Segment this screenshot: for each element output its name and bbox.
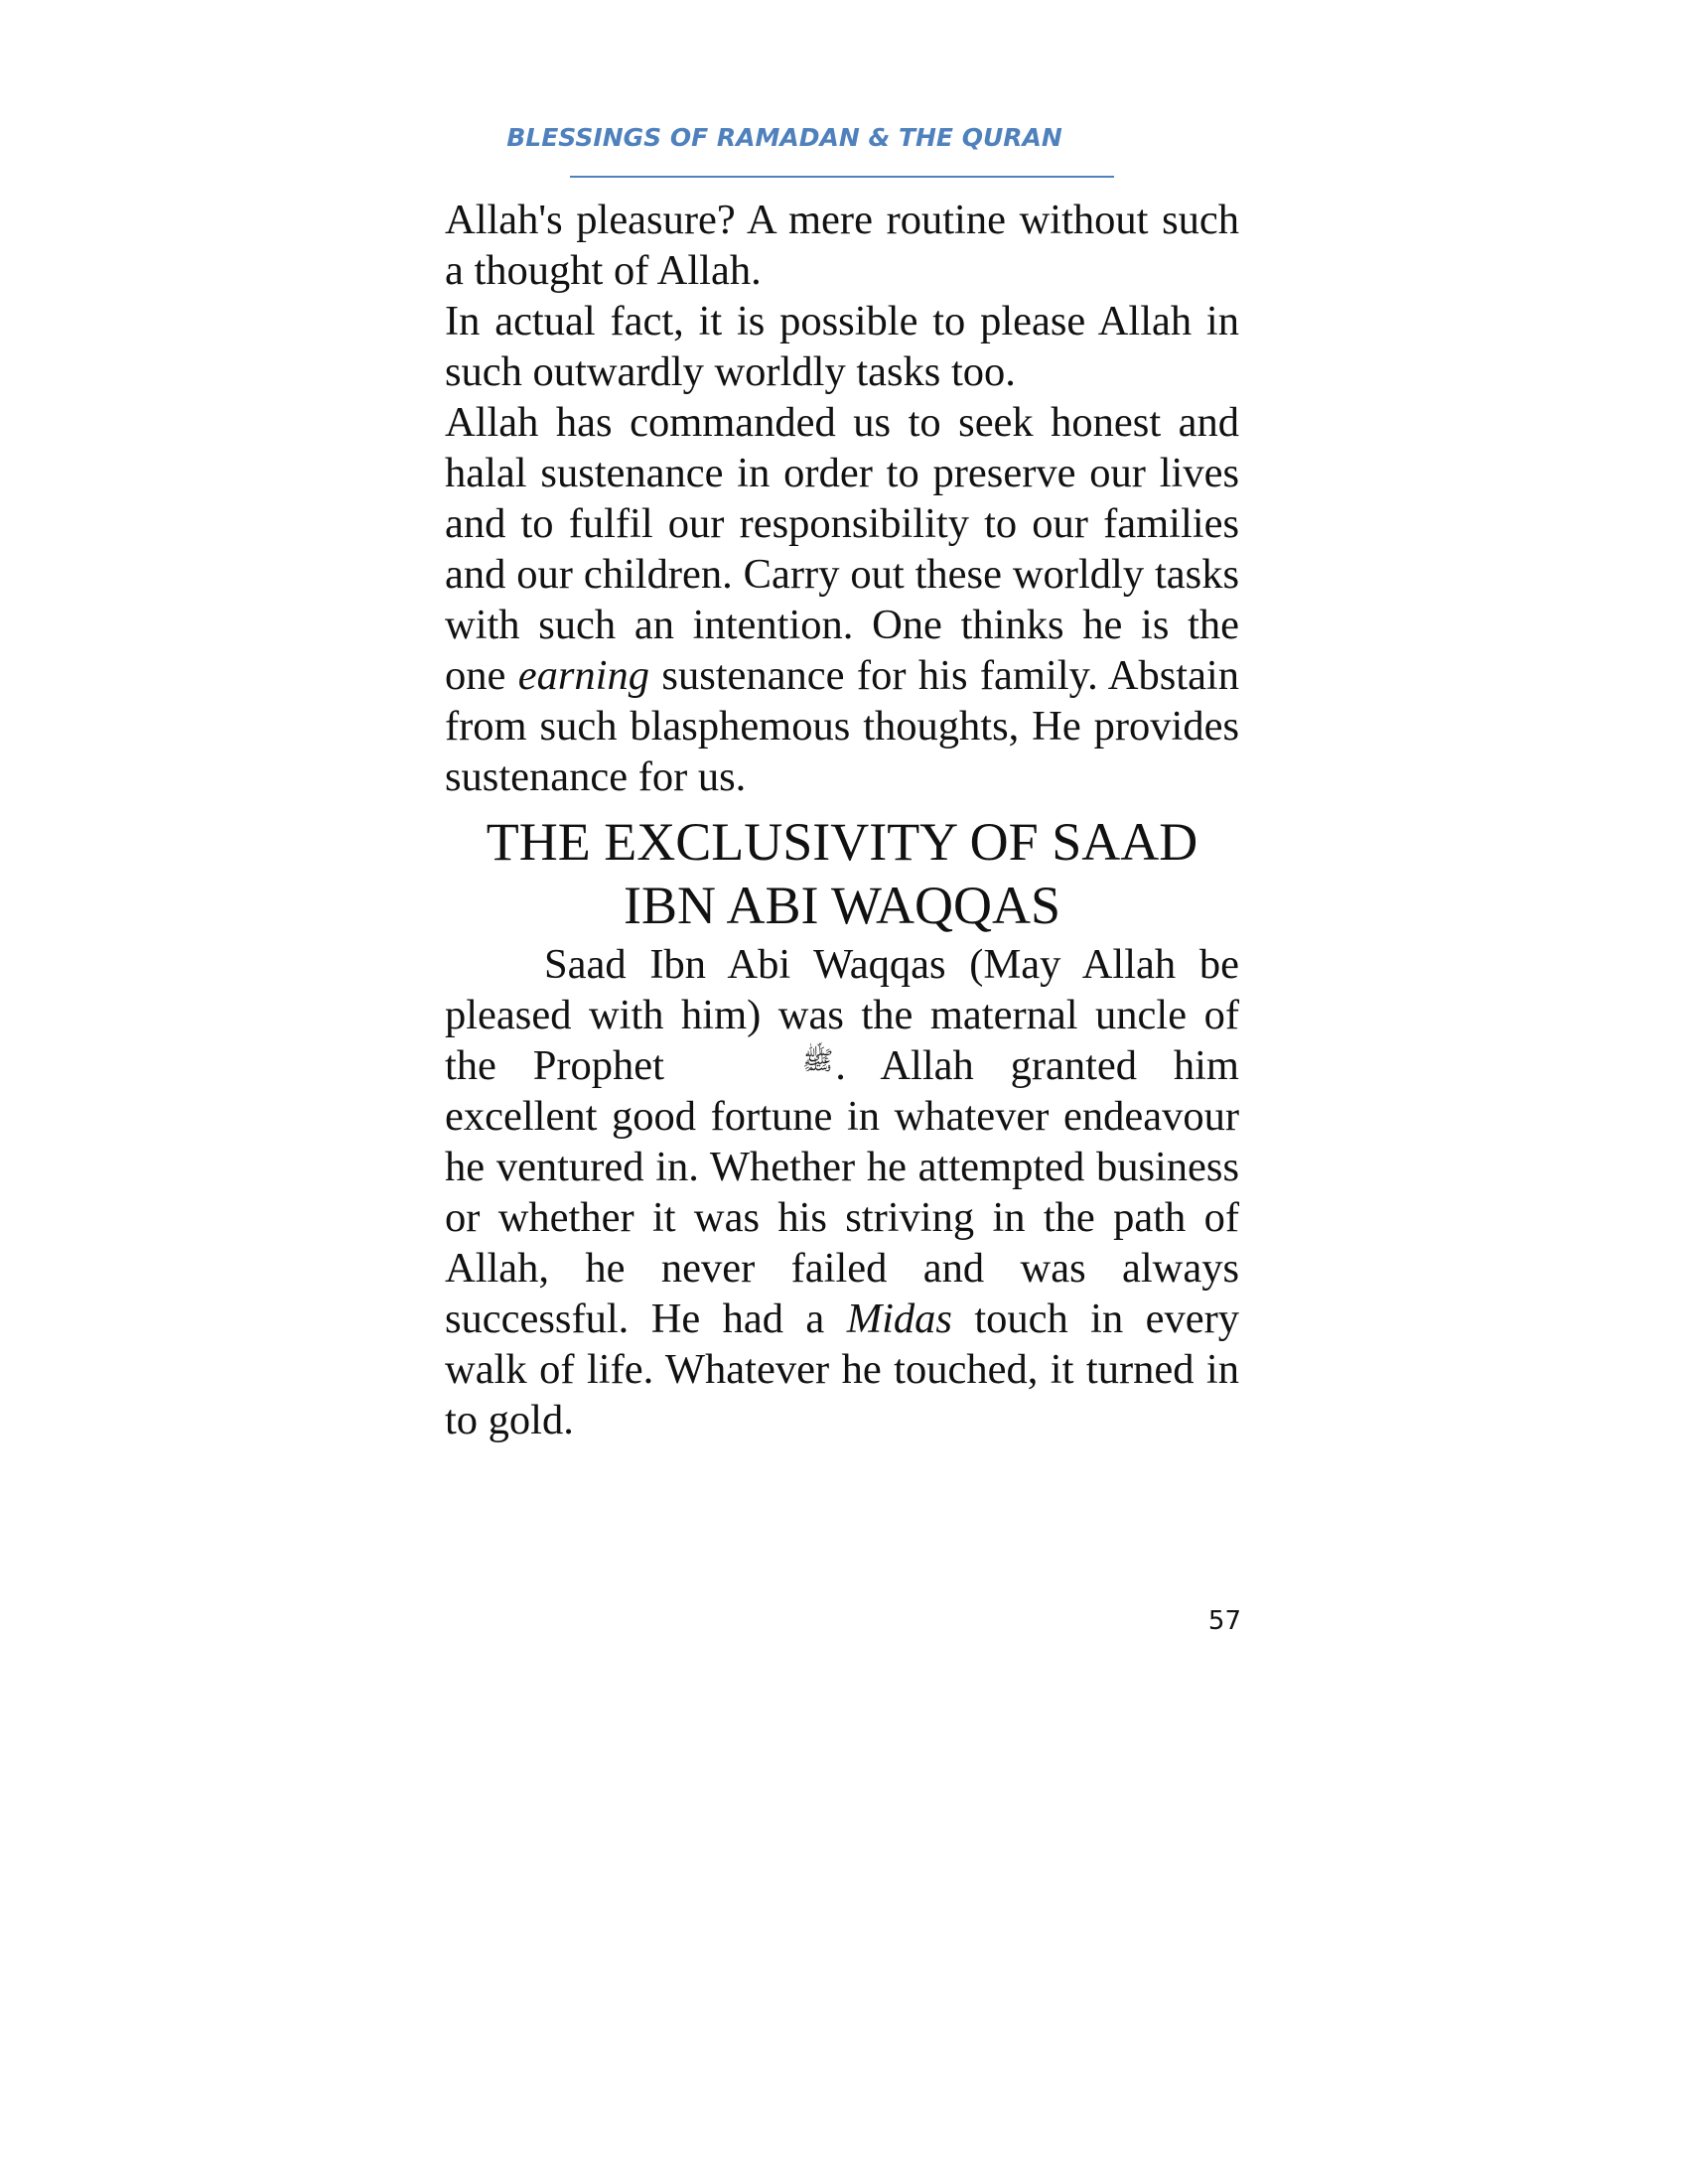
running-header: BLESSINGS OF RAMADAN & THE QURAN xyxy=(506,123,1062,152)
paragraph-4 xyxy=(445,939,1239,1445)
paragraph-3-text-b: sustenance for his family. Abstain from such blasphemous thoughts, He provides sustenance for us. xyxy=(445,652,1239,800)
header-rule xyxy=(570,176,1114,178)
paragraph-1: Allah's pleasure? A mere routine without such a thought of Allah. xyxy=(445,197,1239,294)
section-heading-line-1: THE EXCLUSIVITY OF SAAD xyxy=(486,812,1198,872)
salutation-glyph: ﷺ xyxy=(801,1046,834,1076)
paragraph-3-text-a: Allah has commanded us to seek honest and halal sustenance in order to preserve our lives and to fulfil our responsibility to our families and our children. Carry out these worldly tasks with such an intention. One thinks he is the one xyxy=(445,399,1239,699)
paragraph-4-text-c: touch in every walk of life. Whatever he touched, it turned in to gold. xyxy=(445,1296,1240,1443)
paragraph-3 xyxy=(445,397,1239,802)
page-number: 57 xyxy=(1207,1606,1241,1636)
section-heading-line-2: IBN ABI WAQQAS xyxy=(623,876,1061,935)
body-text xyxy=(445,195,1239,1445)
paragraph-2: In actual fact, it is possible to please Allah in such outwardly worldly tasks too. xyxy=(445,298,1239,395)
paragraph-4-text-b: . Allah granted him excellent good fortune in whatever endeavour he ventured in. Whether he attempted business or whether it was his striving in the path of Allah, he never failed and was always successful. He had a xyxy=(445,1042,1239,1342)
section-heading xyxy=(445,810,1239,937)
paragraph-4-text-a: Saad Ibn Abi Waqqas (May Allah be pleased with him) was the maternal uncle of the Prophet xyxy=(445,941,1239,1089)
italic-word-midas: Midas xyxy=(846,1296,952,1342)
italic-word-earning: earning xyxy=(517,652,649,699)
